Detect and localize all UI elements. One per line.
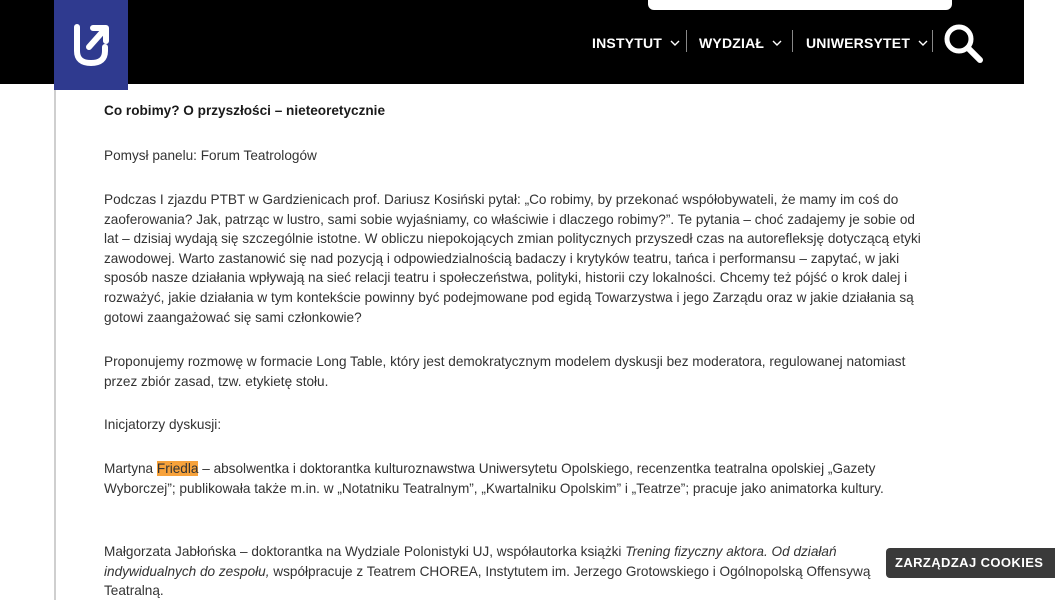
nav-separator (932, 30, 933, 52)
nav-item-wydzial[interactable] (699, 28, 782, 58)
logo-arrow-icon (67, 19, 115, 71)
chevron-down-icon (670, 38, 680, 48)
manage-cookies-button[interactable]: ZARZĄDZAJ COOKIES (886, 548, 1055, 578)
nav-item-instytut[interactable] (592, 28, 680, 58)
proposal-paragraph: Proponujemy rozmowę w formacie Long Table, który jest demokratycznym modelem dyskusji bez moderatora, regulowanej natomiast przez zbiór zasad, tzw. etykietę stołu. (104, 354, 906, 389)
nav-label-instytut: INSTYTUT (592, 35, 663, 51)
university-logo[interactable] (54, 0, 128, 90)
initiators-label: Inicjatorzy dyskusji: (104, 417, 222, 432)
nav-label-wydzial: WYDZIAŁ (699, 35, 765, 51)
search-highlight: Friedla (156, 461, 199, 476)
chevron-down-icon (918, 38, 928, 48)
martyna-first-name: Martyna (104, 461, 157, 476)
nav-label-uniwersytet: UNIWERSYTET (806, 35, 911, 51)
chevron-down-icon (772, 38, 782, 48)
initiator-malgorzata (104, 542, 924, 601)
malgorzata-bio-start: Małgorzata Jabłońska – doktorantka na Wydziale Polonistyki UJ, współautorka książki (104, 544, 626, 559)
top-search-pill[interactable] (648, 0, 952, 10)
martyna-bio: – absolwentka i doktorantka kulturoznawstwa Uniwersytetu Opolskiego, recenzentka teatralna opolskiej „Gazety Wyborczej”; publikowała także m.in. w „Notatniku Teatralnym”, „Kwartalniku Opolskim” i „Teatrze”; pracuje jako animatorka kultury. (104, 461, 884, 496)
intro-paragraph: Podczas I zjazdu PTBT w Gardzienicach prof. Dariusz Kosiński pytał: „Co robimy, by przekonać współobywateli, że mamy im coś do zaoferowania? Jak, patrząc w lustro, sami sobie wyjaśniamy, co właściwie i dlaczego robimy?”. Te pytania – choć zadajemy je sobie od lat – dzisiaj wydają się szczególnie istotne. W obliczu niepokojących zmian politycznych przyszedł czas na autorefleksję dotyczącą etyki zawodowej. Warto zastanowić się nad pozycją i odpowiedzialnością badaczy i krytyków teatru, tańca i performansu – zapytać, w jaki sposób nasze działania wpływają na sieć relacji teatru i społeczeństwa, polityki, historii czy lokalności. Chcemy też pójść o krok dalej i rozważyć, jakie działania w tym kontekście powinny być podejmowane pod egidą Towarzystwa i jego Zarządu oraz w jakie działania są gotowi zaangażować się sami członkowie? (104, 192, 921, 325)
nav-item-uniwersytet[interactable] (806, 28, 928, 58)
top-navigation-bar (0, 0, 1024, 84)
panel-idea-text: Pomysł panelu: Forum Teatrologów (104, 148, 317, 163)
article-content (104, 101, 924, 599)
nav-separator (792, 30, 793, 52)
article-heading: Co robimy? O przyszłości – nieteoretycznie (104, 103, 386, 118)
malgorzata-bio-end: współpracuje z Teatrem CHOREA, Instytutem im. Jerzego Grotowskiego i Ogólnopolską Offensywą Teatralną. (104, 563, 871, 599)
nav-separator (686, 30, 687, 52)
content-left-border (54, 84, 56, 600)
book-title: Trening fizyczny aktora. Od działań indywidualnych do zespołu, (104, 544, 837, 579)
search-icon[interactable] (942, 22, 984, 64)
initiator-martyna (104, 459, 924, 498)
